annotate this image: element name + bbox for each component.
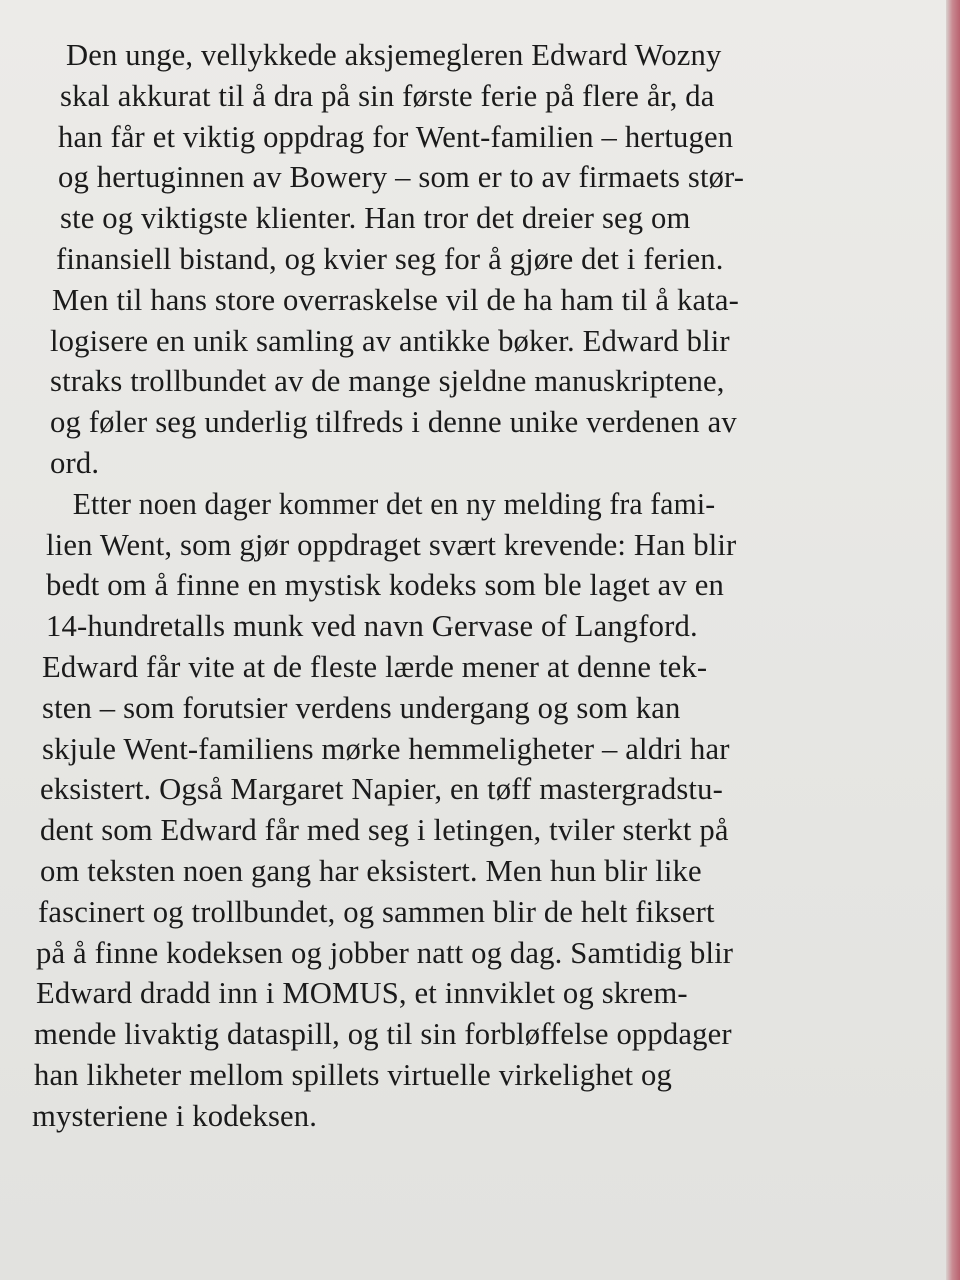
text-line: lien Went, som gjør oppdraget svært krevende: Han blir xyxy=(46,526,737,562)
text-line: fascinert og trollbundet, og sammen blir de helt fiksert xyxy=(38,893,715,929)
text-line: på å finne kodeksen og jobber natt og dag. Samtidig blir xyxy=(36,934,734,970)
text-line: han likheter mellom spillets virtuelle virkelighet og xyxy=(34,1056,672,1092)
text-line: og hertuginnen av Bowery – som er to av firmaets stør- xyxy=(58,159,745,195)
blurb-text xyxy=(32,35,926,1137)
text-line: og føler seg underlig tilfreds i denne unike verdenen av xyxy=(50,404,737,440)
text-line: sten – som forutsier verdens undergang og som kan xyxy=(42,689,681,725)
text-line: dent som Edward får med seg i letingen, tviler sterkt på xyxy=(40,812,729,848)
text-line: mende livaktig dataspill, og til sin forbløffelse oppdager xyxy=(34,1016,732,1052)
book-cover-edge xyxy=(946,0,960,1280)
text-line: straks trollbundet av de mange sjeldne manuskriptene, xyxy=(50,363,725,399)
text-line: mysteriene i kodeksen. xyxy=(32,1097,318,1133)
text-line: eksistert. Også Margaret Napier, en tøff mastergradstu- xyxy=(40,771,723,807)
text-line: ord. xyxy=(50,444,100,480)
text-line: Den unge, vellykkede aksjemegleren Edward Wozny xyxy=(66,37,722,72)
text-line: 14-hundretalls munk ved navn Gervase of Langford. xyxy=(46,608,698,644)
text-line: skjule Went-familiens mørke hemmeligheter – aldri har xyxy=(42,730,730,766)
text-line: Etter noen dager kommer det en ny melding fra fami- xyxy=(72,485,716,521)
text-line: logisere en unik samling av antikke bøker. Edward blir xyxy=(50,322,730,358)
text-line: skal akkurat til å dra på sin første ferie på flere år, da xyxy=(60,77,715,113)
text-line: finansiell bistand, og kvier seg for å gjøre det i ferien. xyxy=(56,240,724,276)
text-line: bedt om å finne en mystisk kodeks som ble laget av en xyxy=(46,567,724,603)
text-line: Edward får vite at de fleste lærde mener at denne tek- xyxy=(42,648,708,684)
text-line: Men til hans store overraskelse vil de ha ham til å kata- xyxy=(52,281,739,317)
text-line: han får et viktig oppdrag for Went-familien – hertugen xyxy=(58,118,734,154)
text-line: om teksten noen gang har eksistert. Men hun blir like xyxy=(40,852,702,888)
text-line: ste og viktigste klienter. Han tror det dreier seg om xyxy=(60,200,691,236)
text-line: Edward dradd inn i MOMUS, et innviklet og skrem- xyxy=(36,975,688,1011)
